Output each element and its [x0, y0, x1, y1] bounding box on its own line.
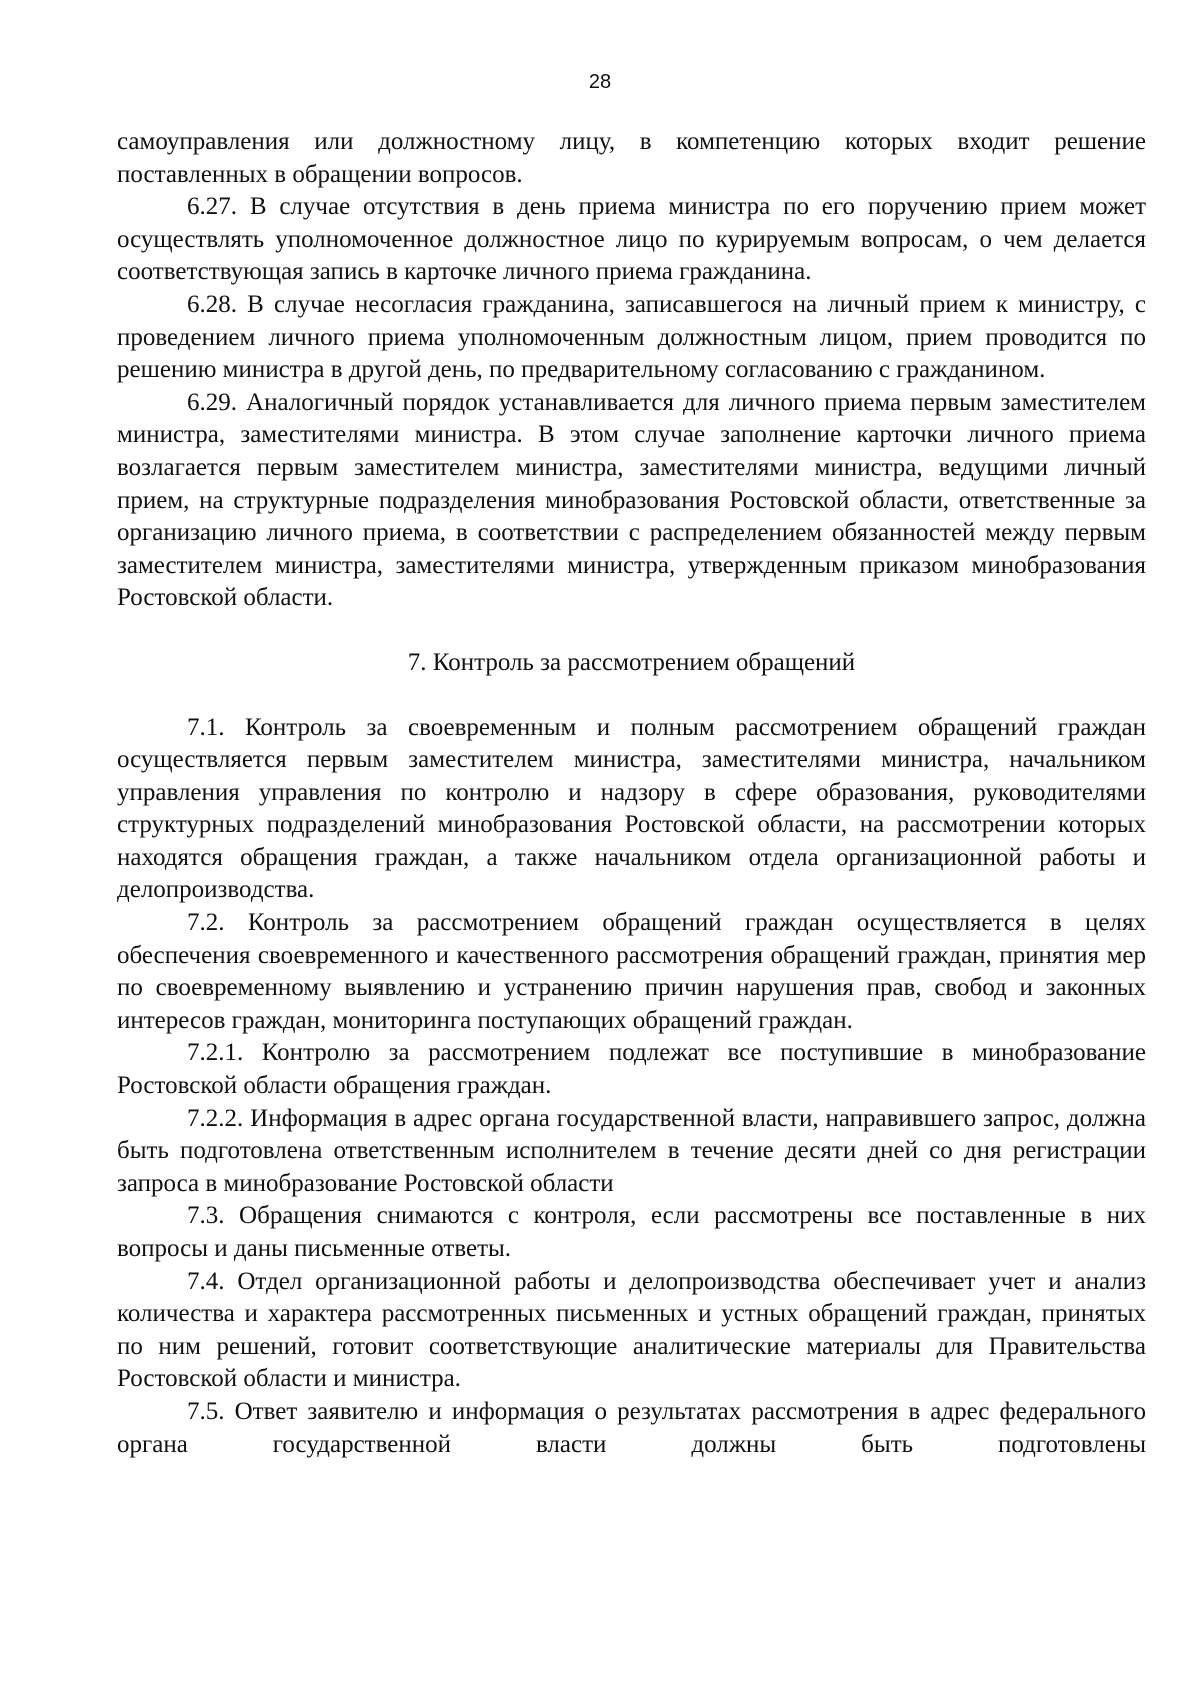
paragraph-7-4: 7.4. Отдел организационной работы и делопроизводства обеспечивает учет и анализ количества и характера рассмотренных письменных и устных обращений граждан, принятых по ним решений, готовит соответствующие аналитические материалы для Правительства Ростовской области и министра. — [117, 1267, 1146, 1393]
paragraph-7-3: 7.3. Обращения снимаются с контроля, если рассмотрены все поставленные в них вопросы и даны письменные ответы. — [117, 1202, 1146, 1262]
paragraph-7-2-1: 7.2.1. Контролю за рассмотрением подлежат все поступившие в минобразование Ростовской области обращения граждан. — [117, 1039, 1146, 1100]
paragraph-6-29: 6.29. Аналогичный порядок устанавливается для личного приема первым заместителем министра, заместителями министра. В этом случае заполнение карточки личного приема возлагается первым заместителем министра, заместителями министра, ведущими личный прием, на структурные подразделения минобразования Ростовской области, ответственные за организацию личного приема, в соответствии с распределением обязанностей между первым заместителем министра, заместителями министра, утвержденным приказом минобразования Ростовской области. — [117, 388, 1146, 612]
paragraph-7-2-2: 7.2.2. Информация в адрес органа государственной власти, направившего запрос, должна быть подготовлена ответственным исполнителем в течение десяти дней со дня регистрации запроса в минобразование Ростовской области — [117, 1104, 1146, 1197]
section-title: 7. Контроль за рассмотрением обращений — [407, 648, 856, 676]
paragraph-6-28: 6.28. В случае несогласия гражданина, записавшегося на личный прием к министру, с проведением личного приема уполномоченным должностным лицом, прием проводится по решению министра в другой день, по предварительному согласованию с гражданином. — [117, 290, 1146, 384]
document-body — [117, 126, 1146, 1461]
paragraph-6-27: 6.27. В случае отсутствия в день приема министра по его поручению прием может осуществлять уполномоченное должностное лицо по курируемым вопросам, о чем делается соответствующая запись в карточке личного приема гражданина. — [117, 193, 1146, 286]
paragraph-7-5: 7.5. Ответ заявителю и информация о результатах рассмотрения в адрес федерального органа государственной власти должны быть подготовлены — [117, 1397, 1146, 1458]
paragraph-7-1: 7.1. Контроль за своевременным и полным рассмотрением обращений граждан осуществляется первым заместителем министра, заместителями министра, начальником управления управления по контролю и надзору в сфере образования, руководителями структурных подразделений минобразования Ростовской области, на рассмотрении которых находятся обращения граждан, а также начальником отдела организационной работы и делопроизводства. — [117, 713, 1146, 904]
paragraph-7-2: 7.2. Контроль за рассмотрением обращений граждан осуществляется в целях обеспечения своевременного и качественного рассмотрения обращений граждан, принятия мер по своевременному выявлению и устранению причин нарушения прав, свобод и законных интересов граждан, мониторинга поступающих обращений граждан. — [117, 909, 1146, 1034]
page-number: 28 — [588, 71, 612, 93]
paragraph-continuation: самоуправления или должностному лицу, в компетенцию которых входит решение поставленных в обращении вопросов. — [117, 128, 1146, 188]
